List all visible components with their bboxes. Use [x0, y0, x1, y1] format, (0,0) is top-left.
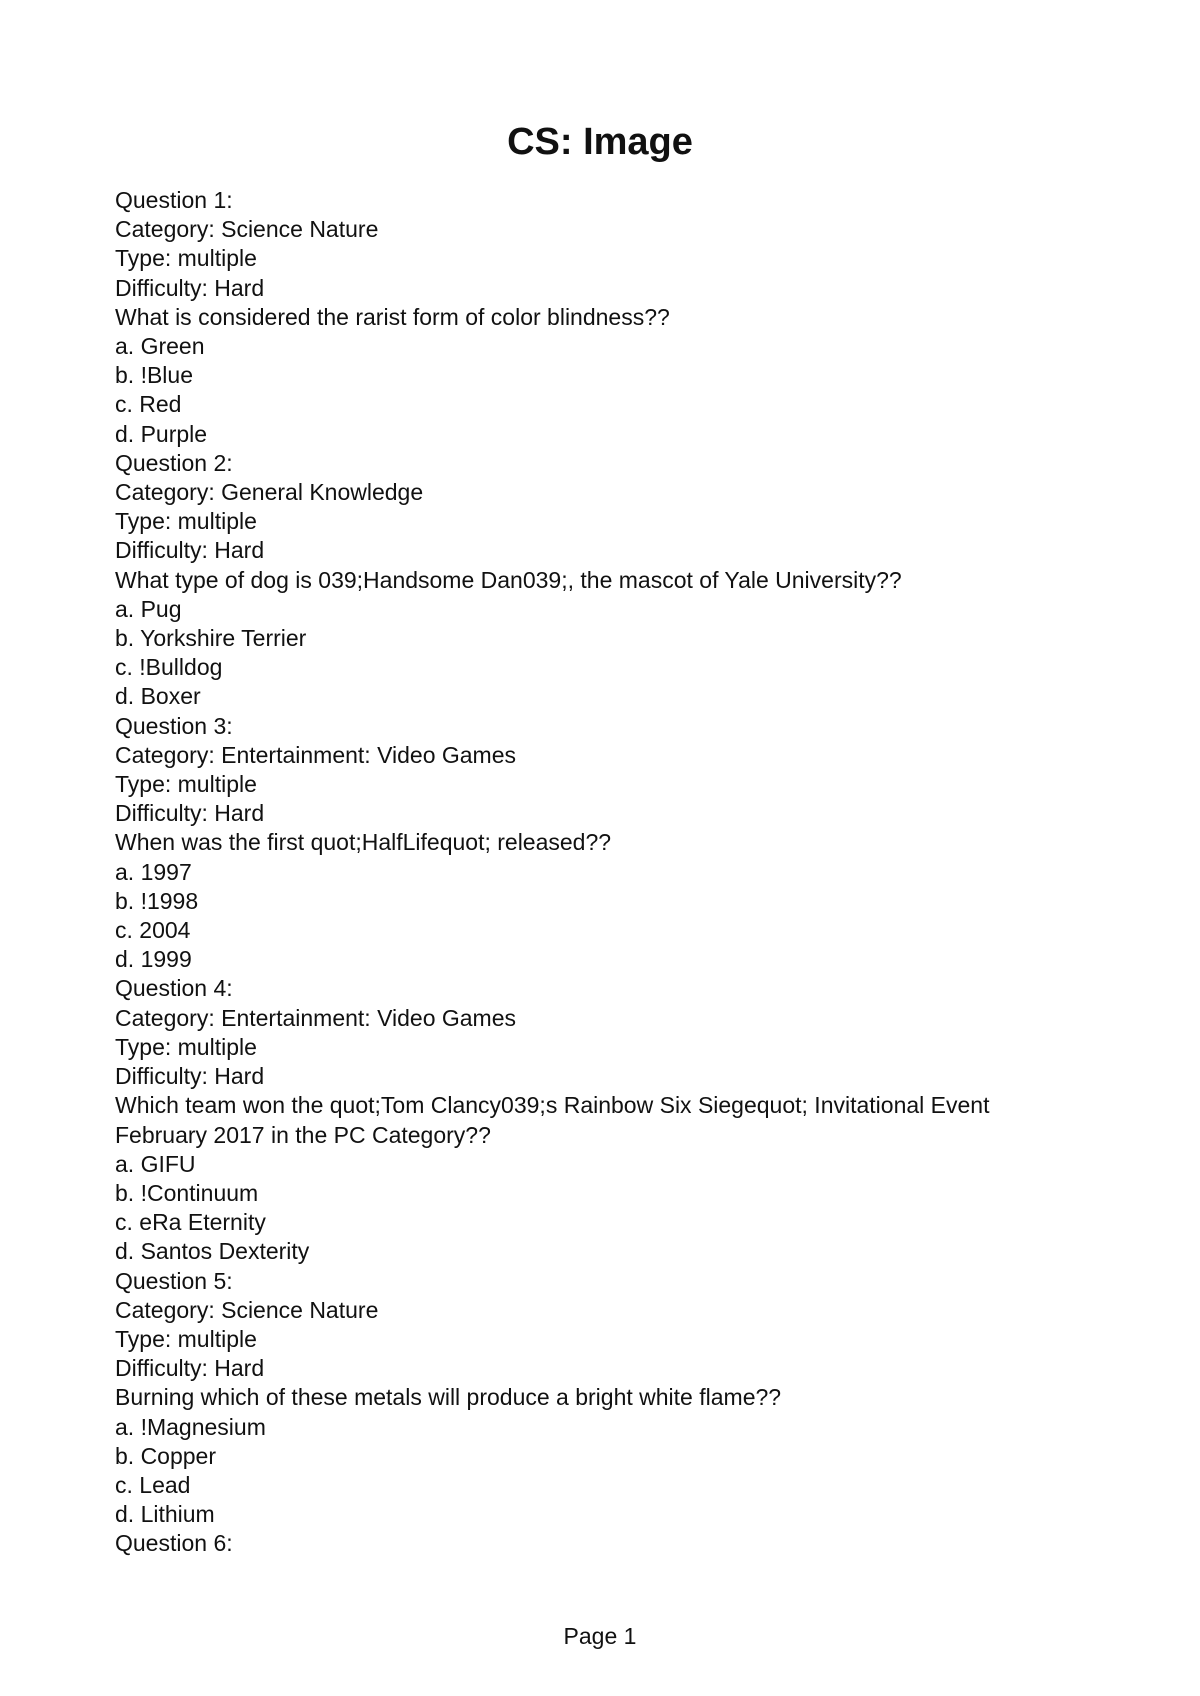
page-number: Page 1 [563, 1623, 637, 1649]
answer-option-c: c. 2004 [115, 917, 191, 944]
answer-option-b: b. !1998 [115, 887, 199, 914]
question-text: Burning which of these metals will produce a bright white flame?? [115, 1384, 782, 1411]
question-type: Type: multiple [115, 771, 257, 798]
page-title: CS: Image [507, 121, 693, 163]
question-difficulty: Difficulty: Hard [115, 1063, 265, 1090]
answer-option-b: b. !Continuum [115, 1179, 259, 1206]
question-3 [115, 712, 1075, 975]
question-1 [115, 186, 1075, 449]
question-text: What type of dog is 039;Handsome Dan039;, the mascot of Yale University?? [115, 566, 902, 593]
question-category: Category: Science Nature [115, 1296, 379, 1323]
answer-option-c: c. Lead [115, 1471, 191, 1498]
question-heading: Question 4: [115, 975, 233, 1002]
answer-option-b: b. !Blue [115, 362, 193, 389]
answer-option-b: b. Yorkshire Terrier [115, 625, 307, 652]
question-category: Category: Science Nature [115, 216, 379, 243]
question-5 [115, 1267, 1075, 1530]
question-4 [115, 974, 1075, 1266]
question-text: When was the first quot;HalfLifequot; released?? [115, 829, 612, 856]
question-6 [115, 1529, 1075, 1558]
question-list [115, 186, 1075, 1559]
question-category: Category: General Knowledge [115, 479, 424, 506]
answer-option-a: a. GIFU [115, 1150, 196, 1177]
question-difficulty: Difficulty: Hard [115, 1355, 265, 1382]
question-heading: Question 6: [115, 1530, 233, 1557]
answer-option-c: c. eRa Eternity [115, 1209, 266, 1236]
answer-option-c: c. Red [115, 391, 182, 418]
answer-option-d: d. 1999 [115, 946, 192, 973]
question-difficulty: Difficulty: Hard [115, 274, 265, 301]
answer-option-d: d. Lithium [115, 1501, 215, 1528]
question-type: Type: multiple [115, 1033, 257, 1060]
question-category: Category: Entertainment: Video Games [115, 741, 517, 768]
answer-option-a: a. Pug [115, 595, 182, 622]
question-heading: Question 3: [115, 712, 233, 739]
answer-option-a: a. !Magnesium [115, 1413, 266, 1440]
answer-option-b: b. Copper [115, 1442, 217, 1469]
question-heading: Question 5: [115, 1267, 233, 1294]
question-type: Type: multiple [115, 508, 257, 535]
question-heading: Question 2: [115, 449, 233, 476]
question-type: Type: multiple [115, 245, 257, 272]
question-type: Type: multiple [115, 1325, 257, 1352]
question-text: Which team won the quot;Tom Clancy039;s Rainbow Six Siegequot; Invitational Event February 2017 in the PC Category?? [115, 1092, 990, 1148]
question-text: What is considered the rarist form of color blindness?? [115, 303, 670, 330]
answer-option-d: d. Santos Dexterity [115, 1238, 310, 1265]
question-difficulty: Difficulty: Hard [115, 537, 265, 564]
question-2 [115, 449, 1075, 712]
answer-option-d: d. Purple [115, 420, 208, 447]
answer-option-a: a. 1997 [115, 858, 192, 885]
question-difficulty: Difficulty: Hard [115, 800, 265, 827]
answer-option-d: d. Boxer [115, 683, 201, 710]
answer-option-c: c. !Bulldog [115, 654, 223, 681]
answer-option-a: a. Green [115, 333, 205, 360]
question-heading: Question 1: [115, 187, 233, 213]
question-category: Category: Entertainment: Video Games [115, 1004, 517, 1031]
